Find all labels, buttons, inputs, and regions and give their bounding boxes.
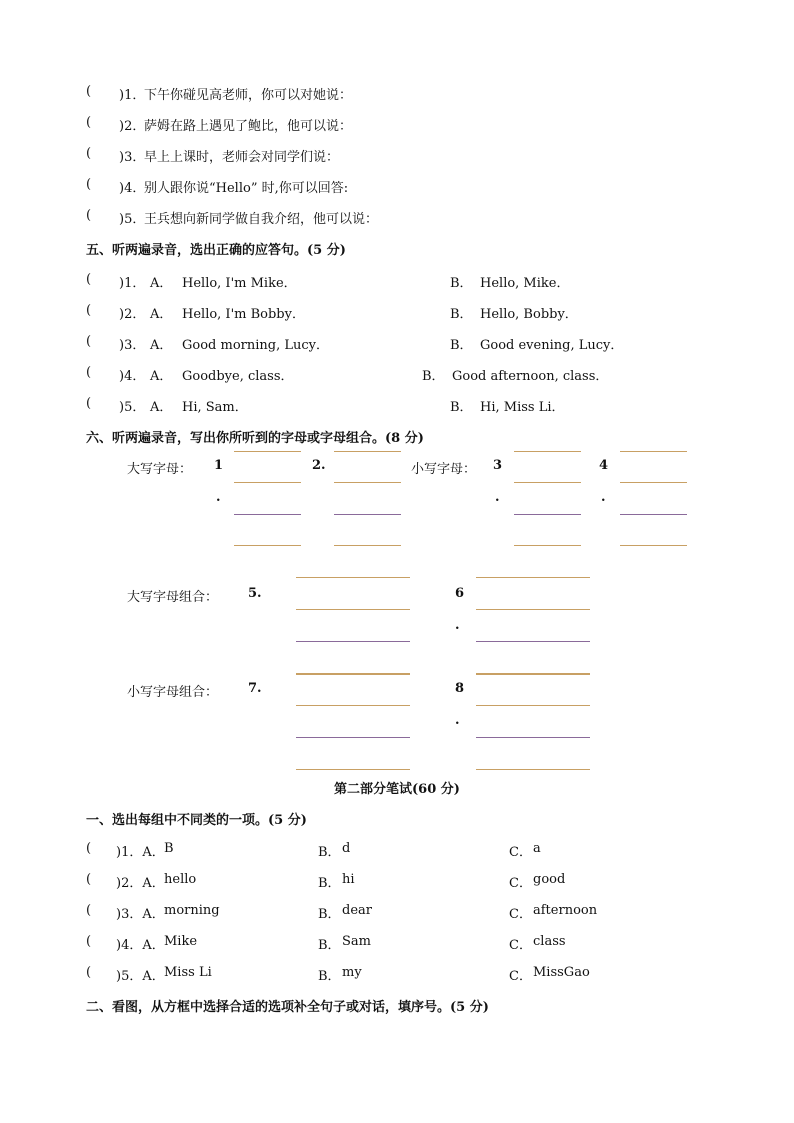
option-a: Miss Li [164, 965, 212, 980]
question-number: )1． [119, 88, 146, 103]
paren-open: ( [86, 177, 92, 192]
question-number: )3．A． [116, 907, 165, 922]
question-text: 王兵想向新同学做自我介绍，他可以说： [144, 212, 379, 227]
section1-heading: 一、选出每组中不同类的一项。(5 分) [86, 813, 307, 828]
question-text: 萨姆在路上遇见了鲍比，他可以说： [144, 119, 353, 134]
writing-line[interactable] [334, 545, 401, 546]
writing-line[interactable] [296, 609, 410, 610]
writing-line[interactable] [334, 451, 401, 452]
item-number: 7. [248, 681, 262, 696]
option-a: Goodbye, class． [182, 369, 294, 384]
part2-title: 第二部分笔试(60 分) [334, 782, 460, 797]
option-c: good [533, 872, 566, 887]
paren-open: ( [86, 365, 92, 380]
section2-heading: 二、看图，从方框中选择合适的选项补全句子或对话，填序号。(5 分) [86, 1000, 489, 1015]
paren-open: ( [86, 965, 92, 980]
paren-open: ( [86, 208, 92, 223]
option-a-label: A． [150, 338, 173, 353]
section5-heading: 五、听两遍录音，选出正确的应答句。(5 分) [86, 243, 346, 258]
option-c: MissGao [533, 965, 590, 980]
option-a-label: A． [150, 307, 173, 322]
option-b: dear [342, 903, 372, 918]
item-number: 5. [248, 586, 262, 601]
writing-line[interactable] [296, 577, 410, 578]
uppercase-combo-label: 大写字母组合： [127, 590, 219, 605]
option-b-label: B． [318, 876, 341, 891]
option-a: Mike [164, 934, 198, 949]
item-number: 6 [455, 586, 465, 601]
question-number: )5． [119, 212, 146, 227]
option-b: Good evening, Lucy． [480, 338, 624, 353]
writing-line[interactable] [476, 705, 590, 706]
writing-line[interactable] [296, 705, 410, 706]
paren-open: ( [86, 272, 92, 287]
writing-line[interactable] [296, 673, 410, 675]
writing-line[interactable] [296, 737, 410, 738]
option-b: Good afternoon, class． [452, 369, 609, 384]
option-c: class [533, 934, 566, 949]
question-number: )3． [119, 150, 146, 165]
item-number: 4 [599, 458, 609, 473]
question-number: )4．A． [116, 938, 165, 953]
option-a-label: A． [150, 369, 173, 384]
option-b-label: B． [422, 369, 445, 384]
option-a: Hello, I'm Mike． [182, 276, 297, 291]
writing-line[interactable] [514, 514, 581, 515]
paren-open: ( [86, 146, 92, 161]
paren-open: ( [86, 934, 92, 949]
writing-line[interactable] [296, 641, 410, 642]
writing-line[interactable] [296, 769, 410, 770]
option-a: morning [164, 903, 220, 918]
writing-line[interactable] [620, 451, 687, 452]
option-b: my [342, 965, 362, 980]
option-c: a [533, 841, 541, 856]
option-c-label: C． [509, 876, 532, 891]
question-text: 早上上课时，老师会对同学们说： [144, 150, 340, 165]
option-c: afternoon [533, 903, 598, 918]
writing-line[interactable] [514, 545, 581, 546]
writing-line[interactable] [476, 673, 590, 675]
paren-open: ( [86, 841, 92, 856]
paren-open: ( [86, 396, 92, 411]
option-a: Hello, I'm Bobby． [182, 307, 305, 322]
option-a: hello [164, 872, 197, 887]
option-b: hi [342, 872, 355, 887]
option-b: Sam [342, 934, 371, 949]
option-b-label: B． [318, 907, 341, 922]
writing-line[interactable] [476, 609, 590, 610]
option-c-label: C． [509, 907, 532, 922]
writing-line[interactable] [476, 641, 590, 642]
item-number: 1 [214, 458, 224, 473]
writing-line[interactable] [514, 451, 581, 452]
item-dot: . [455, 618, 460, 633]
uppercase-label: 大写字母： [127, 462, 193, 477]
writing-line[interactable] [620, 482, 687, 483]
paren-open: ( [86, 303, 92, 318]
writing-line[interactable] [514, 482, 581, 483]
item-dot: . [495, 490, 500, 505]
question-number: )2． [119, 307, 146, 322]
option-a-label: A． [150, 400, 173, 415]
option-a: Hi, Sam． [182, 400, 248, 415]
item-number: 3 [493, 458, 503, 473]
option-b-label: B． [450, 276, 473, 291]
option-b-label: B． [318, 845, 341, 860]
item-number: 2. [312, 458, 326, 473]
question-number: )5．A． [116, 969, 165, 984]
question-number: )2． [119, 119, 146, 134]
lowercase-combo-label: 小写字母组合： [127, 685, 219, 700]
paren-open: ( [86, 872, 92, 887]
option-b-label: B． [318, 969, 341, 984]
writing-line[interactable] [334, 482, 401, 483]
question-number: )3． [119, 338, 146, 353]
option-b-label: B． [450, 307, 473, 322]
option-c-label: C． [509, 969, 532, 984]
writing-line[interactable] [234, 482, 301, 483]
item-dot: . [216, 490, 221, 505]
option-a-label: A． [150, 276, 173, 291]
option-b-label: B． [318, 938, 341, 953]
writing-line[interactable] [234, 514, 301, 515]
question-number: )1．A． [116, 845, 165, 860]
option-a: Good morning, Lucy． [182, 338, 329, 353]
writing-line[interactable] [234, 545, 301, 546]
option-c-label: C． [509, 938, 532, 953]
writing-line[interactable] [476, 769, 590, 770]
question-number: )4． [119, 369, 146, 384]
option-c-label: C． [509, 845, 532, 860]
writing-line[interactable] [620, 545, 687, 546]
paren-open: ( [86, 334, 92, 349]
option-a: B [164, 841, 174, 856]
paren-open: ( [86, 84, 92, 99]
item-dot: . [455, 713, 460, 728]
writing-line[interactable] [620, 514, 687, 515]
question-number: )2．A． [116, 876, 165, 891]
item-number: 8 [455, 681, 465, 696]
option-b: Hello, Mike． [480, 276, 570, 291]
option-b: d [342, 841, 351, 856]
question-number: )5． [119, 400, 146, 415]
writing-line[interactable] [476, 737, 590, 738]
item-dot: . [601, 490, 606, 505]
writing-line[interactable] [476, 577, 590, 578]
paren-open: ( [86, 115, 92, 130]
writing-line[interactable] [234, 451, 301, 452]
question-number: )4． [119, 181, 146, 196]
option-b: Hi, Miss Li． [480, 400, 565, 415]
question-number: )1． [119, 276, 146, 291]
section6-heading: 六、听两遍录音，写出你所听到的字母或字母组合。(8 分) [86, 431, 424, 446]
question-text: 下午你碰见高老师，你可以对她说： [144, 88, 353, 103]
option-b: Hello, Bobby． [480, 307, 578, 322]
paren-open: ( [86, 903, 92, 918]
question-text: 别人跟你说“Hello” 时,你可以回答: [144, 181, 349, 196]
option-b-label: B． [450, 338, 473, 353]
option-b-label: B． [450, 400, 473, 415]
writing-line[interactable] [334, 514, 401, 515]
lowercase-label: 小写字母： [411, 462, 477, 477]
